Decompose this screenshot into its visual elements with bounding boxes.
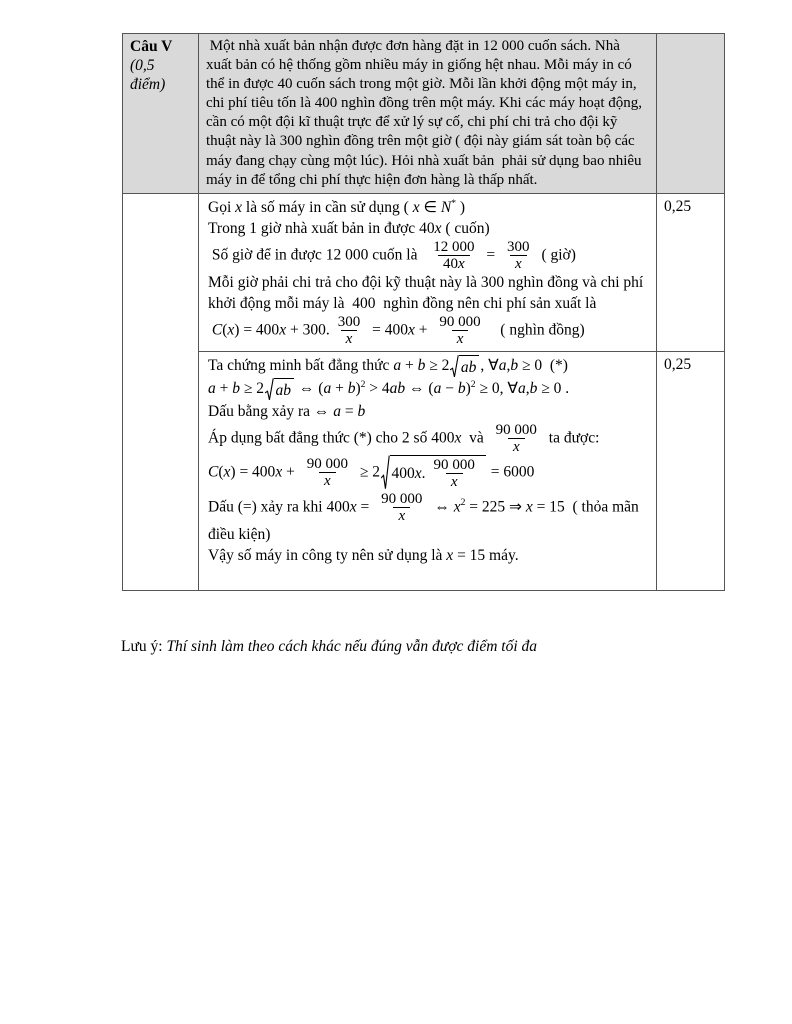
footer-note xyxy=(121,637,537,657)
text-run: x xyxy=(414,465,422,483)
text-run: = 225 ⇒ xyxy=(465,497,526,515)
text-run: 40 xyxy=(419,219,435,237)
text-run: 300 xyxy=(337,314,361,331)
text-run: ) xyxy=(355,379,361,397)
text-run: 2 xyxy=(470,378,476,390)
text-run: ≥ 0, ∀ xyxy=(475,379,518,397)
text-run: ≥ 0 . xyxy=(537,379,570,397)
text-run: ta được: xyxy=(544,428,600,446)
text-run: a xyxy=(333,402,341,420)
text-run: ( nghìn đồng) xyxy=(488,321,585,339)
solution-line xyxy=(208,422,648,455)
question-points: (0,5 điểm) xyxy=(130,57,166,93)
text-run: 90 000 xyxy=(381,490,423,507)
text-run: 400 xyxy=(431,428,455,446)
text-run: + 300. xyxy=(286,321,330,339)
text-run: ≥ 2 xyxy=(240,379,265,397)
solution-line xyxy=(208,455,648,490)
text-run: ≥ 2 xyxy=(356,463,381,481)
text-run: Vậy số máy in công ty nên sử dụng là xyxy=(208,546,447,564)
fraction xyxy=(502,239,535,272)
solution-line xyxy=(208,401,648,422)
question-id-cell-empty xyxy=(123,193,199,590)
solution-block-2 xyxy=(199,351,657,590)
text-run: , xyxy=(506,356,511,374)
text-run: + xyxy=(215,379,233,397)
text-run: b xyxy=(510,356,519,374)
text-run: ≥ 0 (*) xyxy=(518,356,568,374)
question-id: Câu V xyxy=(130,38,173,55)
solution-line xyxy=(208,355,648,378)
text-run: x xyxy=(235,198,243,216)
text-run: x xyxy=(456,331,464,348)
score-cell xyxy=(657,193,725,351)
fraction xyxy=(434,314,485,347)
square-root xyxy=(381,455,486,490)
score-value: 0,25 xyxy=(664,197,692,215)
text-run: = 6000 xyxy=(486,463,535,481)
solution-row-2 xyxy=(123,351,725,590)
text-run: x xyxy=(398,507,406,524)
fraction xyxy=(302,456,353,489)
square-root xyxy=(450,355,479,378)
text-run: 2 xyxy=(360,378,366,390)
text-run: và xyxy=(461,428,488,446)
radical-icon xyxy=(265,378,274,401)
text-run: Gọi xyxy=(208,198,236,216)
text-run: 40 xyxy=(443,255,459,272)
text-run: N xyxy=(440,198,452,216)
text-run: = xyxy=(356,497,374,515)
text-run: 300 xyxy=(507,238,530,255)
text-run: ∈ xyxy=(419,198,441,216)
solution-block-1 xyxy=(199,193,657,351)
text-run: 400 xyxy=(391,465,415,483)
text-run: ⇔ xyxy=(430,497,454,515)
text-run: ⇔ ( xyxy=(405,379,434,397)
radical-icon xyxy=(450,355,459,378)
text-run: ( xyxy=(218,463,224,481)
text-run: + xyxy=(401,356,418,374)
text-run: a xyxy=(517,379,526,397)
text-run: x xyxy=(458,255,465,272)
text-run: x xyxy=(279,321,287,339)
text-run: ⇔ ( xyxy=(295,379,324,397)
text-run: b xyxy=(347,379,356,397)
text-run: ) = 400 xyxy=(230,463,276,481)
text-run: x xyxy=(434,219,442,237)
text-run: a xyxy=(393,356,402,374)
fraction xyxy=(491,422,542,455)
text-run: ≥ 2 xyxy=(425,356,450,374)
text-run: . xyxy=(421,465,426,483)
footer-text: Thí sinh làm theo cách khác nếu đúng vẫn được điểm tối đa xyxy=(166,638,538,655)
fraction xyxy=(429,457,480,490)
text-run: a xyxy=(498,356,507,374)
text-run: x xyxy=(525,497,533,515)
question-statement: Một nhà xuất bản nhận được đơn hàng đặt in 12 000 cuốn sách. Nhà xuất bản có hệ thống gồm nhiều máy in giống hệt nhau. Mỗi máy in có thể in được 40 cuốn sách trong một giờ. Mỗi lần khởi động một máy in, chi phí tiêu tốn là 400 nghìn đồng trên một máy. Khi các máy hoạt động, cần có một đội kĩ thuật trực để xử lý sự cố, chi phí chi trả cho đội kỹ thuật này là 300 nghìn đồng trên một giờ ( đội này giám sát toàn bộ các máy đang chạy cùng một lúc). Hỏi nhà xuất bản phải sử dụng bao nhiêu máy in để tổng chi phí thực hiện đơn hàng là thấp nhất. xyxy=(199,34,657,194)
text-run: b xyxy=(357,402,366,420)
text-run: Mỗi giờ phải chi trả cho đội kỹ thuật này là 300 nghìn đồng và chi phí khởi động mỗi máy là 400 nghìn đồng nên chi phí sản xuất là xyxy=(208,274,648,313)
text-run: 90 000 xyxy=(306,456,348,473)
text-run: ab xyxy=(275,381,292,399)
text-run: x xyxy=(453,497,461,515)
text-run: x xyxy=(345,331,353,348)
text-run: Trong 1 giờ nhà xuất bản in được xyxy=(208,219,420,237)
question-row xyxy=(123,34,725,194)
text-run: 90 000 xyxy=(439,314,481,331)
text-run: 400 xyxy=(326,497,350,515)
text-run: a xyxy=(323,379,332,397)
text-run: Dấu (=) xảy ra khi xyxy=(208,497,327,515)
text-run: x xyxy=(324,473,331,490)
text-run: x xyxy=(454,428,462,446)
text-run: ) xyxy=(456,198,466,216)
text-run: 2 xyxy=(460,496,466,508)
text-run: * xyxy=(451,197,457,209)
text-run: ( xyxy=(222,321,228,339)
text-run: + xyxy=(414,321,432,339)
score-cell xyxy=(657,351,725,590)
score-value: 0,25 xyxy=(664,355,692,373)
fraction xyxy=(428,239,479,272)
text-run: + xyxy=(331,379,348,397)
text-run: x xyxy=(223,463,231,481)
text-run: ) xyxy=(465,379,471,397)
text-run: Dấu bằng xảy ra ⇔ xyxy=(208,402,334,420)
square-root xyxy=(265,378,294,401)
text-run: C xyxy=(211,321,223,339)
text-run: b xyxy=(457,379,466,397)
text-run: , ∀ xyxy=(480,356,499,374)
solution-line xyxy=(208,272,648,314)
radical-icon xyxy=(381,455,390,490)
text-run: − xyxy=(441,379,458,397)
solution-row-1 xyxy=(123,193,725,351)
text-run: = 15 ( thỏa mãn điều kiện) xyxy=(208,497,643,543)
solution-line xyxy=(208,239,648,272)
text-run: Số giờ để in được 12 000 cuốn là xyxy=(208,246,426,264)
score-cell-header xyxy=(657,34,725,194)
text-run: a xyxy=(208,379,216,397)
text-run: 90 000 xyxy=(433,457,475,474)
text-run: = xyxy=(341,402,358,420)
solution-line xyxy=(208,314,648,347)
text-run: x xyxy=(227,321,235,339)
text-run: Áp dụng bất đẳng thức (*) cho 2 số xyxy=(208,428,432,446)
text-run: ) = 400 xyxy=(234,321,280,339)
solution-line xyxy=(208,545,648,566)
text-run: x xyxy=(275,463,283,481)
answer-table xyxy=(122,33,725,591)
text-run: ( cuốn) xyxy=(441,219,490,237)
text-run: b xyxy=(529,379,538,397)
solution-line xyxy=(208,218,648,239)
text-run: ab xyxy=(460,358,477,376)
text-run: x xyxy=(512,438,520,455)
text-run: > 4 xyxy=(365,379,390,397)
fraction xyxy=(376,491,427,524)
text-run: x xyxy=(514,255,522,272)
fraction xyxy=(333,314,366,347)
text-run: Ta chứng minh bất đẳng thức xyxy=(208,356,394,374)
footer-label: Lưu ý: xyxy=(121,638,167,655)
text-run: C xyxy=(208,463,219,481)
text-run: b xyxy=(417,356,426,374)
text-run: ( giờ) xyxy=(537,246,576,264)
text-run: x xyxy=(450,474,458,491)
text-run: ab xyxy=(389,379,406,397)
text-run: x xyxy=(349,497,357,515)
solution-line xyxy=(208,491,648,545)
text-run: là số máy in cần sử dụng ( xyxy=(242,198,413,216)
solution-line xyxy=(208,378,648,401)
text-run: , xyxy=(525,379,530,397)
text-run: = 400 xyxy=(368,321,408,339)
text-run: 12 000 xyxy=(433,238,475,255)
text-run: x xyxy=(412,198,420,216)
text-run: x xyxy=(407,321,415,339)
solution-line xyxy=(208,197,648,218)
text-run: = 15 máy. xyxy=(453,546,519,564)
question-id-cell xyxy=(123,34,199,194)
text-run: + xyxy=(282,463,299,481)
text-run: b xyxy=(232,379,240,397)
text-run: 90 000 xyxy=(495,421,537,438)
text-run: x xyxy=(446,546,454,564)
text-run: = xyxy=(482,246,500,264)
text-run: a xyxy=(433,379,442,397)
